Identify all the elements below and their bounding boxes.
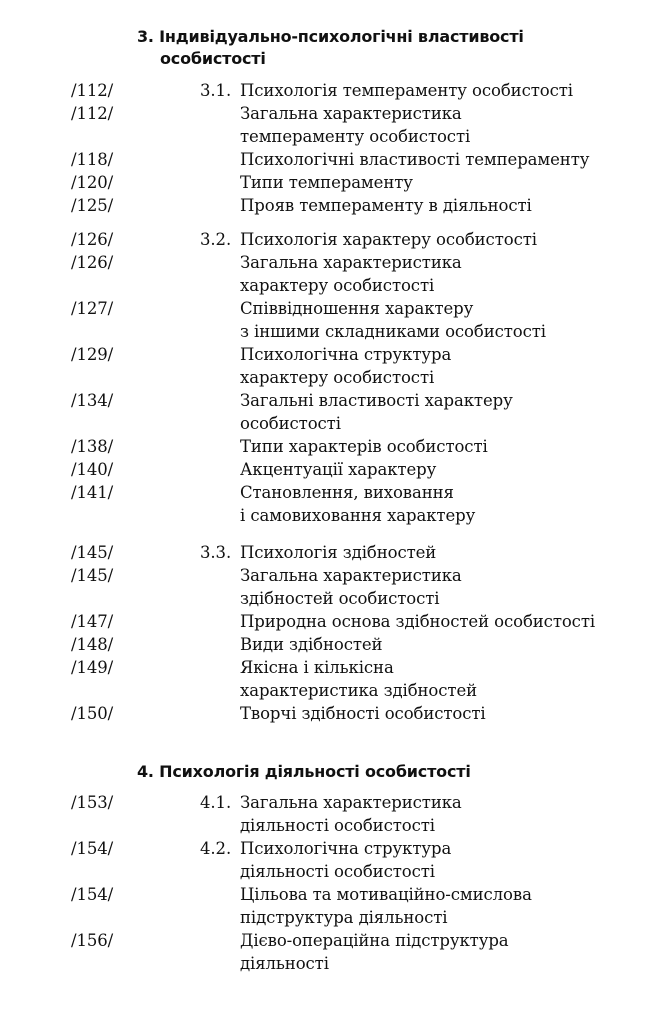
toc-entry [0, 702, 652, 725]
toc-entry [0, 389, 652, 435]
toc-page-number: /126/ [71, 253, 114, 272]
toc-entry-title [240, 633, 652, 656]
toc-entry-title [240, 610, 652, 633]
toc-entry [0, 883, 652, 929]
toc-page-number: /134/ [71, 391, 114, 410]
toc-entry [0, 251, 652, 297]
toc-entry-title [240, 435, 652, 458]
toc-entry-title [240, 458, 652, 481]
toc-subsection-number: 3.1. [200, 81, 232, 100]
toc-page-number: /147/ [71, 612, 114, 631]
toc-entry [0, 458, 652, 481]
section-3-heading-line-2: особистості [160, 49, 266, 68]
toc-entry-title-line: діяльності особистості [240, 816, 435, 835]
toc-page-number: /112/ [71, 104, 114, 123]
toc-page-number: /125/ [71, 196, 114, 215]
toc-entry-title-line: Види здібностей [240, 635, 383, 654]
toc-entry-title-line: і самовиховання характеру [240, 506, 476, 525]
toc-entry-title-line: Типи темпераменту [240, 173, 413, 192]
toc-entry-title-line: Природна основа здібностей особистості [240, 612, 596, 631]
toc-entry-title-line: діяльності [240, 954, 329, 973]
toc-entry [0, 541, 652, 564]
toc-entry [0, 148, 652, 171]
toc-entry-title [240, 481, 652, 527]
toc-entry-title [240, 343, 652, 389]
toc-entry [0, 194, 652, 217]
toc-entry-title-line: з іншими складниками особистості [240, 322, 546, 341]
toc-page-number: /153/ [71, 793, 114, 812]
toc-entry-title [240, 883, 652, 929]
section-3-group-3-1 [0, 79, 652, 217]
toc-entry-title-line: характеру особистості [240, 368, 435, 387]
toc-entry [0, 791, 652, 837]
toc-entry-title [240, 251, 652, 297]
section-3-heading [137, 26, 524, 70]
toc-entry-title [240, 102, 652, 148]
toc-entry [0, 171, 652, 194]
toc-page-number: /126/ [71, 230, 114, 249]
toc-entry [0, 610, 652, 633]
toc-entry-title-line: Загальна характеристика [240, 566, 462, 585]
toc-entry-title-line: Психологічні властивості темпераменту [240, 150, 590, 169]
toc-entry-title-line: характеристика здібностей [240, 681, 477, 700]
toc-page-number: /150/ [71, 704, 114, 723]
toc-entry [0, 297, 652, 343]
toc-page-number: /156/ [71, 931, 114, 950]
toc-entry-title-line: темпераменту особистості [240, 127, 471, 146]
toc-entry-title-line: Типи характерів особистості [240, 437, 488, 456]
toc-entry-title-line: Загальні властивості характеру [240, 391, 513, 410]
toc-entry [0, 564, 652, 610]
toc-entry-title [240, 194, 652, 217]
toc-entry [0, 656, 652, 702]
toc-entry-title [240, 837, 652, 883]
toc-page-number: /154/ [71, 885, 114, 904]
toc-page-number: /118/ [71, 150, 114, 169]
toc-entry-title [240, 148, 652, 171]
toc-entry-title-line: Психологія темпераменту особистості [240, 81, 573, 100]
toc-entry-title [240, 929, 652, 975]
toc-entry-title [240, 541, 652, 564]
toc-entry-title-line: Становлення, виховання [240, 483, 454, 502]
section-4-heading-text: 4. Психологія діяльності особистості [137, 762, 471, 781]
toc-entry-title [240, 297, 652, 343]
toc-entry-title-line: діяльності особистості [240, 862, 435, 881]
toc-page-number: /145/ [71, 566, 114, 585]
toc-entry-title [240, 79, 652, 102]
toc-entry-title-line: Загальна характеристика [240, 104, 462, 123]
toc-subsection-number: 3.3. [200, 543, 232, 562]
toc-entry-title-line: Співвідношення характеру [240, 299, 474, 318]
toc-entry-title [240, 702, 652, 725]
toc-entry-title-line: Психологічна структура [240, 345, 452, 364]
toc-entry [0, 102, 652, 148]
toc-entry [0, 435, 652, 458]
section-4-entries [0, 791, 652, 975]
toc-entry-title [240, 389, 652, 435]
toc-entry-title-line: Прояв темпераменту в діяльності [240, 196, 532, 215]
toc-page-number: /148/ [71, 635, 114, 654]
toc-entry [0, 79, 652, 102]
toc-entry-title-line: Творчі здібності особистості [240, 704, 486, 723]
toc-entry-title-line: Загальна характеристика [240, 793, 462, 812]
toc-entry-title [240, 656, 652, 702]
toc-entry-title [240, 228, 652, 251]
section-3-group-3-2 [0, 228, 652, 527]
toc-page-number: /138/ [71, 437, 114, 456]
toc-entry-title-line: Цільова та мотиваційно-смислова [240, 885, 532, 904]
toc-subsection-number: 3.2. [200, 230, 232, 249]
toc-entry [0, 837, 652, 883]
toc-page-number: /154/ [71, 839, 114, 858]
toc-entry-title-line: підструктура діяльності [240, 908, 448, 927]
toc-entry-title [240, 791, 652, 837]
toc-entry [0, 633, 652, 656]
toc-entry-title-line: Якісна і кількісна [240, 658, 394, 677]
toc-entry-title-line: Психологія здібностей [240, 543, 437, 562]
toc-page-number: /145/ [71, 543, 114, 562]
toc-entry-title [240, 171, 652, 194]
toc-entry-title [240, 564, 652, 610]
section-3-group-3-3 [0, 541, 652, 725]
section-3-heading-line-1: 3. Індивідуально-психологічні властивості [137, 27, 524, 46]
toc-entry [0, 228, 652, 251]
toc-entry-title-line: особистості [240, 414, 341, 433]
toc-entry-title-line: Психологія характеру особистості [240, 230, 537, 249]
section-4-heading [137, 761, 471, 783]
toc-page-number: /129/ [71, 345, 114, 364]
toc-entry-title-line: здібностей особистості [240, 589, 440, 608]
toc-entry-title-line: Акцентуації характеру [240, 460, 437, 479]
toc-subsection-number: 4.2. [200, 839, 232, 858]
toc-entry [0, 343, 652, 389]
toc-entry-title-line: Загальна характеристика [240, 253, 462, 272]
toc-page-number: /127/ [71, 299, 114, 318]
toc-entry-title-line: характеру особистості [240, 276, 435, 295]
toc-page-number: /141/ [71, 483, 114, 502]
toc-page-number: /120/ [71, 173, 114, 192]
toc-page-number: /149/ [71, 658, 114, 677]
toc-entry-title-line: Дієво-операційна підструктура [240, 931, 509, 950]
toc-subsection-number: 4.1. [200, 793, 232, 812]
toc-page-number: /112/ [71, 81, 114, 100]
toc-entry [0, 929, 652, 975]
toc-entry-title-line: Психологічна структура [240, 839, 452, 858]
toc-page-number: /140/ [71, 460, 114, 479]
toc-entry [0, 481, 652, 527]
